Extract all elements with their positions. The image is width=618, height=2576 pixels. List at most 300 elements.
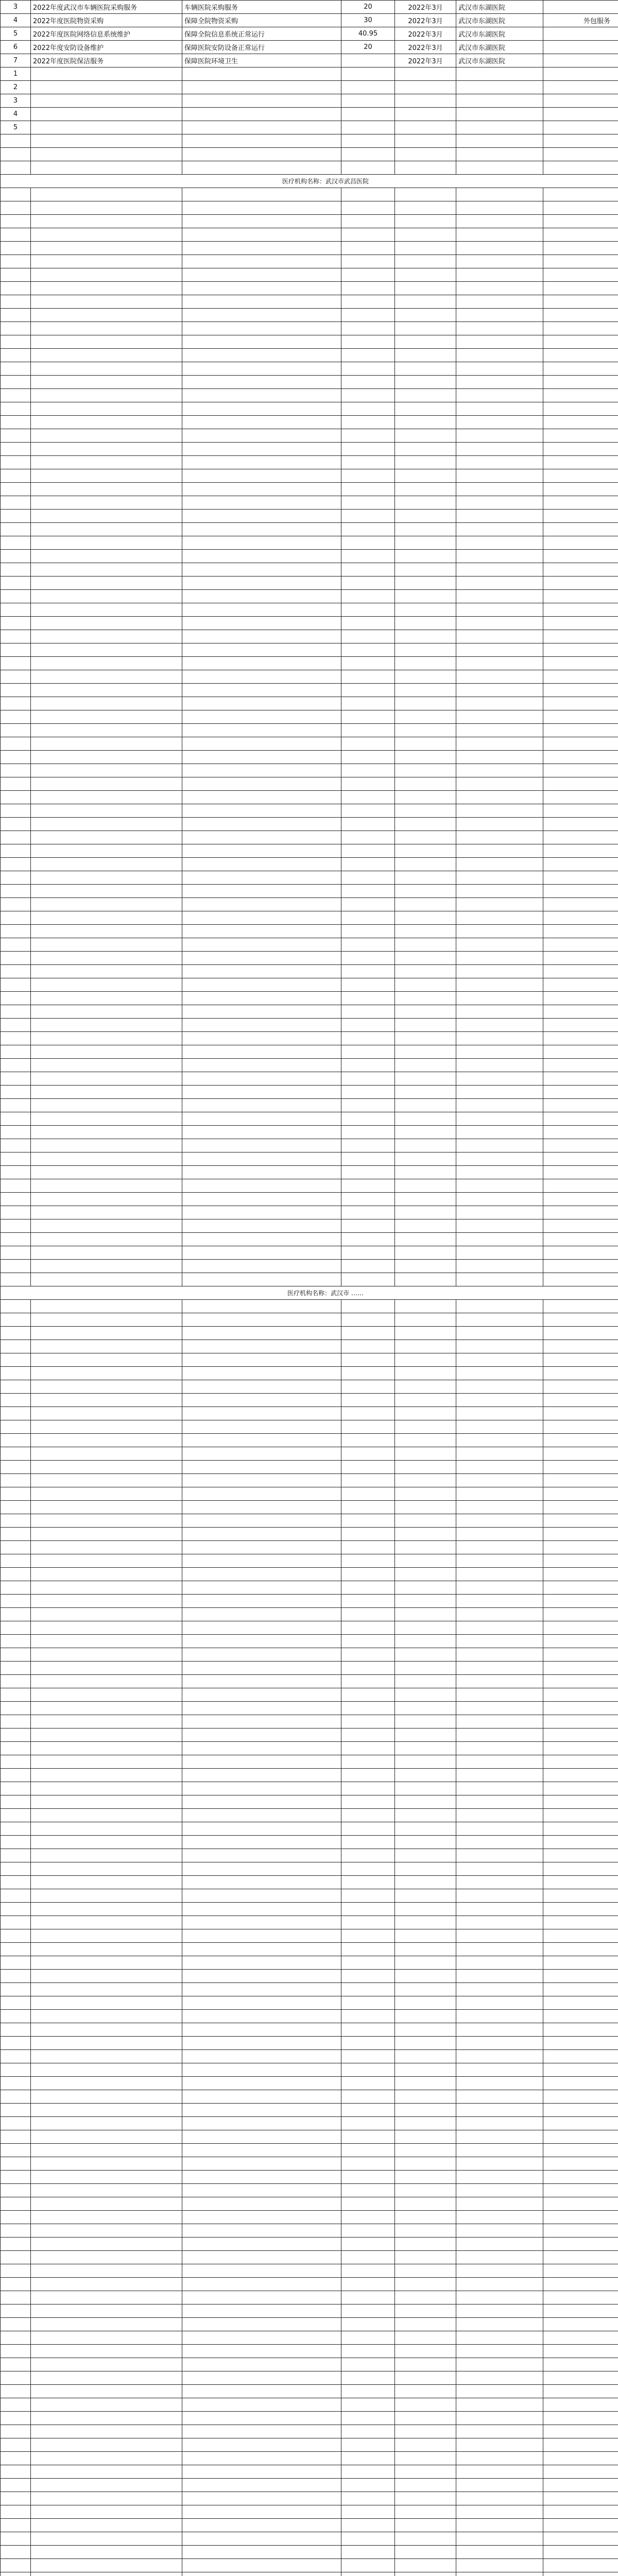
project-description-cell bbox=[182, 402, 341, 416]
project-name-cell bbox=[31, 978, 182, 992]
table-row bbox=[1, 1474, 618, 1487]
purchasing-unit-cell bbox=[456, 2371, 543, 2385]
row-number-cell bbox=[1, 1233, 31, 1246]
budget-amount-cell bbox=[341, 389, 395, 402]
project-name-cell bbox=[31, 1876, 182, 1889]
purchasing-unit-cell bbox=[456, 228, 543, 242]
purchasing-unit-cell bbox=[456, 1755, 543, 1769]
table-row bbox=[1, 2318, 618, 2331]
project-description-cell bbox=[182, 1072, 341, 1086]
project-description-cell bbox=[182, 2532, 341, 2546]
remarks-cell bbox=[543, 2171, 618, 2184]
table-row bbox=[1, 804, 618, 818]
project-name-cell bbox=[31, 2184, 182, 2197]
planned-date-cell bbox=[395, 429, 456, 443]
project-name-cell bbox=[31, 2278, 182, 2291]
remarks-cell bbox=[543, 2197, 618, 2211]
planned-date-cell bbox=[395, 1219, 456, 1233]
budget-amount-cell bbox=[341, 1675, 395, 1688]
planned-date-cell bbox=[395, 1983, 456, 1996]
table-row bbox=[1, 2479, 618, 2492]
planned-date-cell bbox=[395, 938, 456, 952]
planned-date-cell bbox=[395, 2519, 456, 2532]
project-name-cell bbox=[31, 1595, 182, 1608]
planned-date-cell bbox=[395, 1367, 456, 1380]
planned-date-cell bbox=[395, 965, 456, 978]
table-row bbox=[1, 630, 618, 643]
planned-date-cell bbox=[395, 215, 456, 228]
planned-date-cell bbox=[395, 1595, 456, 1608]
row-number-cell bbox=[1, 2063, 31, 2077]
table-row bbox=[1, 1206, 618, 1219]
row-number-cell: 7 bbox=[1, 54, 31, 67]
remarks-cell bbox=[543, 2492, 618, 2505]
project-description-cell bbox=[182, 844, 341, 858]
remarks-cell bbox=[543, 228, 618, 242]
table-row bbox=[1, 1246, 618, 1260]
planned-date-cell bbox=[395, 1996, 456, 2010]
row-number-cell bbox=[1, 1206, 31, 1219]
project-name-cell bbox=[31, 1608, 182, 1621]
project-name-cell bbox=[31, 1487, 182, 1501]
project-description-cell bbox=[182, 2505, 341, 2519]
purchasing-unit-cell bbox=[456, 1903, 543, 1916]
remarks-cell bbox=[543, 1795, 618, 1809]
project-name-cell bbox=[31, 322, 182, 335]
remarks-cell bbox=[543, 1059, 618, 1072]
project-name-cell bbox=[31, 2197, 182, 2211]
project-description-cell bbox=[182, 255, 341, 268]
budget-amount-cell bbox=[341, 2157, 395, 2171]
budget-amount-cell bbox=[341, 2130, 395, 2144]
row-number-cell bbox=[1, 1153, 31, 1166]
budget-amount-cell bbox=[341, 1461, 395, 1474]
remarks-cell bbox=[543, 1260, 618, 1273]
purchasing-unit-cell bbox=[456, 1956, 543, 1970]
table-row bbox=[1, 1742, 618, 1755]
planned-date-cell bbox=[395, 2559, 456, 2572]
project-name-cell bbox=[31, 2037, 182, 2050]
row-number-cell bbox=[1, 1648, 31, 1662]
project-name-cell bbox=[31, 1514, 182, 1528]
row-number-cell bbox=[1, 844, 31, 858]
table-row bbox=[1, 871, 618, 885]
purchasing-unit-cell bbox=[456, 1059, 543, 1072]
budget-amount-cell bbox=[341, 804, 395, 818]
row-number-cell bbox=[1, 1876, 31, 1889]
project-description-cell bbox=[182, 1702, 341, 1715]
planned-date-cell bbox=[395, 2304, 456, 2318]
budget-amount-cell bbox=[341, 1916, 395, 1929]
planned-date-cell bbox=[395, 804, 456, 818]
planned-date-cell bbox=[395, 697, 456, 710]
project-description-cell bbox=[182, 496, 341, 510]
remarks-cell bbox=[543, 1193, 618, 1206]
planned-date-cell bbox=[395, 1019, 456, 1032]
budget-amount-cell bbox=[341, 1554, 395, 1568]
planned-date-cell bbox=[395, 643, 456, 657]
project-name-cell bbox=[31, 2117, 182, 2130]
table-row bbox=[1, 456, 618, 469]
planned-date-cell bbox=[395, 443, 456, 456]
purchasing-unit-cell bbox=[456, 1461, 543, 1474]
remarks-cell bbox=[543, 1903, 618, 1916]
budget-amount-cell bbox=[341, 2425, 395, 2438]
remarks-cell bbox=[543, 1876, 618, 1889]
purchasing-unit-cell bbox=[456, 1112, 543, 1126]
table-row bbox=[1, 1233, 618, 1246]
row-number-cell bbox=[1, 1983, 31, 1996]
project-description-cell bbox=[182, 523, 341, 536]
budget-amount-cell bbox=[341, 2037, 395, 2050]
remarks-cell bbox=[543, 2559, 618, 2572]
remarks-cell bbox=[543, 1568, 618, 1581]
remarks-cell bbox=[543, 2318, 618, 2331]
planned-date-cell bbox=[395, 2572, 456, 2576]
remarks-cell bbox=[543, 1367, 618, 1380]
budget-amount-cell bbox=[341, 670, 395, 684]
budget-amount-cell bbox=[341, 603, 395, 617]
project-name-cell bbox=[31, 764, 182, 777]
project-name-cell bbox=[31, 1688, 182, 1702]
budget-amount-cell bbox=[341, 523, 395, 536]
project-name-cell bbox=[31, 242, 182, 255]
planned-date-cell bbox=[395, 1889, 456, 1903]
row-number-cell bbox=[1, 1554, 31, 1568]
budget-amount-cell bbox=[341, 121, 395, 134]
project-name-cell bbox=[31, 710, 182, 724]
row-number-cell bbox=[1, 791, 31, 804]
purchasing-unit-cell bbox=[456, 1407, 543, 1420]
table-row bbox=[1, 1595, 618, 1608]
table-body bbox=[1, 1, 618, 2576]
project-description-cell bbox=[182, 1139, 341, 1153]
purchasing-unit-cell bbox=[456, 2130, 543, 2144]
budget-amount-cell bbox=[341, 1755, 395, 1769]
planned-date-cell bbox=[395, 228, 456, 242]
project-description-cell bbox=[182, 1809, 341, 1822]
table-row bbox=[1, 2572, 618, 2576]
project-description-cell: 保障医院安防设备正常运行 bbox=[182, 41, 341, 54]
remarks-cell bbox=[543, 309, 618, 322]
project-description-cell bbox=[182, 121, 341, 134]
row-number-cell bbox=[1, 1849, 31, 1862]
budget-amount-cell bbox=[341, 376, 395, 389]
budget-amount-cell bbox=[341, 2412, 395, 2425]
table-row bbox=[1, 1487, 618, 1501]
budget-amount-cell bbox=[341, 1795, 395, 1809]
project-description-cell bbox=[182, 2063, 341, 2077]
remarks-cell bbox=[543, 630, 618, 643]
purchasing-unit-cell bbox=[456, 1648, 543, 1662]
remarks-cell bbox=[543, 1126, 618, 1139]
project-name-cell bbox=[31, 1246, 182, 1260]
budget-amount-cell bbox=[341, 2104, 395, 2117]
project-name-cell bbox=[31, 1059, 182, 1072]
row-number-cell bbox=[1, 697, 31, 710]
purchasing-unit-cell bbox=[456, 992, 543, 1005]
remarks-cell bbox=[543, 2358, 618, 2371]
planned-date-cell bbox=[395, 2465, 456, 2479]
purchasing-unit-cell bbox=[456, 1876, 543, 1889]
budget-amount-cell bbox=[341, 1983, 395, 1996]
planned-date-cell bbox=[395, 81, 456, 94]
row-number-cell bbox=[1, 938, 31, 952]
budget-amount-cell: 20 bbox=[341, 41, 395, 54]
planned-date-cell bbox=[395, 1688, 456, 1702]
planned-date-cell bbox=[395, 2345, 456, 2358]
remarks-cell bbox=[543, 1420, 618, 1434]
project-description-cell bbox=[182, 1166, 341, 1179]
remarks-cell bbox=[543, 1769, 618, 1782]
planned-date-cell bbox=[395, 94, 456, 108]
budget-amount-cell bbox=[341, 1260, 395, 1273]
purchasing-unit-cell bbox=[456, 1032, 543, 1045]
budget-amount-cell bbox=[341, 335, 395, 349]
purchasing-unit-cell bbox=[456, 2104, 543, 2117]
remarks-cell bbox=[543, 94, 618, 108]
remarks-cell bbox=[543, 2077, 618, 2090]
remarks-cell bbox=[543, 2251, 618, 2264]
row-number-cell bbox=[1, 1260, 31, 1273]
project-name-cell bbox=[31, 2264, 182, 2278]
purchasing-unit-cell bbox=[456, 737, 543, 751]
planned-date-cell bbox=[395, 831, 456, 844]
table-row bbox=[1, 1353, 618, 1367]
remarks-cell bbox=[543, 1032, 618, 1045]
planned-date-cell bbox=[395, 2358, 456, 2371]
planned-date-cell bbox=[395, 1514, 456, 1528]
row-number-cell bbox=[1, 978, 31, 992]
project-name-cell bbox=[31, 376, 182, 389]
planned-date-cell bbox=[395, 1809, 456, 1822]
table-row bbox=[1, 1903, 618, 1916]
remarks-cell bbox=[543, 965, 618, 978]
project-name-cell bbox=[31, 1822, 182, 1836]
remarks-cell bbox=[543, 1340, 618, 1353]
planned-date-cell bbox=[395, 724, 456, 737]
purchasing-unit-cell bbox=[456, 1313, 543, 1327]
project-description-cell bbox=[182, 858, 341, 871]
project-name-cell bbox=[31, 2304, 182, 2318]
row-number-cell bbox=[1, 804, 31, 818]
remarks-cell bbox=[543, 1434, 618, 1447]
purchasing-unit-cell bbox=[456, 1166, 543, 1179]
row-number-cell bbox=[1, 871, 31, 885]
project-description-cell bbox=[182, 2345, 341, 2358]
planned-date-cell bbox=[395, 2197, 456, 2211]
row-number-cell bbox=[1, 1487, 31, 1501]
row-number-cell bbox=[1, 376, 31, 389]
row-number-cell bbox=[1, 2331, 31, 2345]
planned-date-cell bbox=[395, 858, 456, 871]
purchasing-unit-cell bbox=[456, 2452, 543, 2465]
project-description-cell bbox=[182, 1112, 341, 1126]
remarks-cell bbox=[543, 54, 618, 67]
budget-amount-cell bbox=[341, 1836, 395, 1849]
remarks-cell bbox=[543, 1595, 618, 1608]
budget-amount-cell bbox=[341, 1474, 395, 1487]
row-number-cell bbox=[1, 2224, 31, 2238]
planned-date-cell bbox=[395, 242, 456, 255]
row-number-cell bbox=[1, 1595, 31, 1608]
row-number-cell bbox=[1, 1327, 31, 1340]
row-number-cell bbox=[1, 925, 31, 938]
budget-amount-cell bbox=[341, 483, 395, 496]
budget-amount-cell bbox=[341, 844, 395, 858]
table-row bbox=[1, 2519, 618, 2532]
budget-amount-cell bbox=[341, 1327, 395, 1340]
purchasing-unit-cell bbox=[456, 2572, 543, 2576]
purchasing-unit-cell: 武汉市东湖医院 bbox=[456, 1, 543, 14]
purchasing-unit-cell bbox=[456, 1889, 543, 1903]
project-name-cell bbox=[31, 2505, 182, 2519]
row-number-cell bbox=[1, 2398, 31, 2412]
planned-date-cell bbox=[395, 1876, 456, 1889]
project-description-cell bbox=[182, 322, 341, 335]
budget-amount-cell bbox=[341, 1072, 395, 1086]
project-description-cell bbox=[182, 1340, 341, 1353]
project-description-cell bbox=[182, 134, 341, 148]
row-number-cell: 1 bbox=[1, 67, 31, 81]
table-row bbox=[1, 1728, 618, 1742]
table-row bbox=[1, 831, 618, 844]
purchasing-unit-cell bbox=[456, 2331, 543, 2345]
table-row bbox=[1, 1836, 618, 1849]
planned-date-cell bbox=[395, 603, 456, 617]
project-name-cell bbox=[31, 1126, 182, 1139]
project-name-cell bbox=[31, 2171, 182, 2184]
project-description-cell bbox=[182, 1193, 341, 1206]
project-name-cell bbox=[31, 201, 182, 215]
remarks-cell bbox=[543, 443, 618, 456]
planned-date-cell bbox=[395, 1675, 456, 1688]
project-name-cell bbox=[31, 1782, 182, 1795]
table-row bbox=[1, 670, 618, 684]
table-row bbox=[1, 2412, 618, 2425]
table-row bbox=[1, 148, 618, 161]
remarks-cell bbox=[543, 1675, 618, 1688]
project-name-cell bbox=[31, 1353, 182, 1367]
project-description-cell bbox=[182, 1648, 341, 1662]
purchasing-unit-cell bbox=[456, 844, 543, 858]
row-number-cell bbox=[1, 1461, 31, 1474]
remarks-cell bbox=[543, 1206, 618, 1219]
table-row bbox=[1, 1380, 618, 1394]
row-number-cell bbox=[1, 1795, 31, 1809]
project-name-cell bbox=[31, 751, 182, 764]
row-number-cell bbox=[1, 2425, 31, 2438]
remarks-cell bbox=[543, 1153, 618, 1166]
row-number-cell bbox=[1, 992, 31, 1005]
budget-amount-cell bbox=[341, 2184, 395, 2197]
project-name-cell bbox=[31, 724, 182, 737]
project-description-cell bbox=[182, 81, 341, 94]
budget-amount-cell bbox=[341, 684, 395, 697]
project-name-cell bbox=[31, 335, 182, 349]
project-description-cell bbox=[182, 282, 341, 295]
project-name-cell bbox=[31, 1635, 182, 1648]
project-name-cell bbox=[31, 697, 182, 710]
planned-date-cell bbox=[395, 2532, 456, 2546]
purchasing-unit-cell bbox=[456, 1541, 543, 1554]
purchasing-unit-cell bbox=[456, 469, 543, 483]
purchasing-unit-cell bbox=[456, 2505, 543, 2519]
table-row bbox=[1, 684, 618, 697]
project-name-cell bbox=[31, 2023, 182, 2037]
project-description-cell bbox=[182, 737, 341, 751]
project-name-cell bbox=[31, 1300, 182, 1313]
project-description-cell bbox=[182, 1541, 341, 1554]
purchasing-unit-cell bbox=[456, 1193, 543, 1206]
planned-date-cell bbox=[395, 2398, 456, 2412]
project-description-cell bbox=[182, 443, 341, 456]
row-number-cell bbox=[1, 1340, 31, 1353]
project-name-cell bbox=[31, 1755, 182, 1769]
project-description-cell bbox=[182, 1755, 341, 1769]
remarks-cell bbox=[543, 2519, 618, 2532]
project-name-cell bbox=[31, 1153, 182, 1166]
budget-amount-cell bbox=[341, 1742, 395, 1755]
project-description-cell bbox=[182, 1903, 341, 1916]
planned-date-cell bbox=[395, 1795, 456, 1809]
table-row bbox=[1, 510, 618, 523]
budget-amount-cell bbox=[341, 777, 395, 791]
project-name-cell bbox=[31, 1072, 182, 1086]
project-description-cell bbox=[182, 617, 341, 630]
purchasing-unit-cell bbox=[456, 1595, 543, 1608]
row-number-cell bbox=[1, 1434, 31, 1447]
row-number-cell bbox=[1, 710, 31, 724]
project-name-cell bbox=[31, 1862, 182, 1876]
budget-amount-cell bbox=[341, 1367, 395, 1380]
remarks-cell bbox=[543, 1862, 618, 1876]
planned-date-cell bbox=[395, 1327, 456, 1340]
remarks-cell bbox=[543, 1461, 618, 1474]
remarks-cell bbox=[543, 737, 618, 751]
table-row bbox=[1, 1970, 618, 1983]
planned-date-cell bbox=[395, 2546, 456, 2559]
row-number-cell bbox=[1, 2505, 31, 2519]
table-row bbox=[1, 1849, 618, 1862]
row-number-cell bbox=[1, 282, 31, 295]
project-name-cell bbox=[31, 2519, 182, 2532]
remarks-cell bbox=[543, 617, 618, 630]
purchasing-unit-cell bbox=[456, 255, 543, 268]
purchasing-unit-cell bbox=[456, 1179, 543, 1193]
planned-date-cell bbox=[395, 2077, 456, 2090]
budget-amount-cell bbox=[341, 1528, 395, 1541]
planned-date-cell bbox=[395, 925, 456, 938]
budget-amount-cell bbox=[341, 1193, 395, 1206]
row-number-cell bbox=[1, 1501, 31, 1514]
table-row bbox=[1, 228, 618, 242]
table-row bbox=[1, 2144, 618, 2157]
planned-date-cell bbox=[395, 1153, 456, 1166]
remarks-cell: 外包服务 bbox=[543, 14, 618, 27]
project-description-cell bbox=[182, 952, 341, 965]
budget-amount-cell bbox=[341, 1300, 395, 1313]
table-row bbox=[1, 563, 618, 577]
row-number-cell bbox=[1, 2010, 31, 2023]
table-row bbox=[1, 577, 618, 590]
planned-date-cell bbox=[395, 201, 456, 215]
remarks-cell bbox=[543, 2398, 618, 2412]
remarks-cell bbox=[543, 456, 618, 469]
project-description-cell bbox=[182, 2438, 341, 2452]
remarks-cell bbox=[543, 1246, 618, 1260]
purchasing-unit-cell bbox=[456, 1742, 543, 1755]
